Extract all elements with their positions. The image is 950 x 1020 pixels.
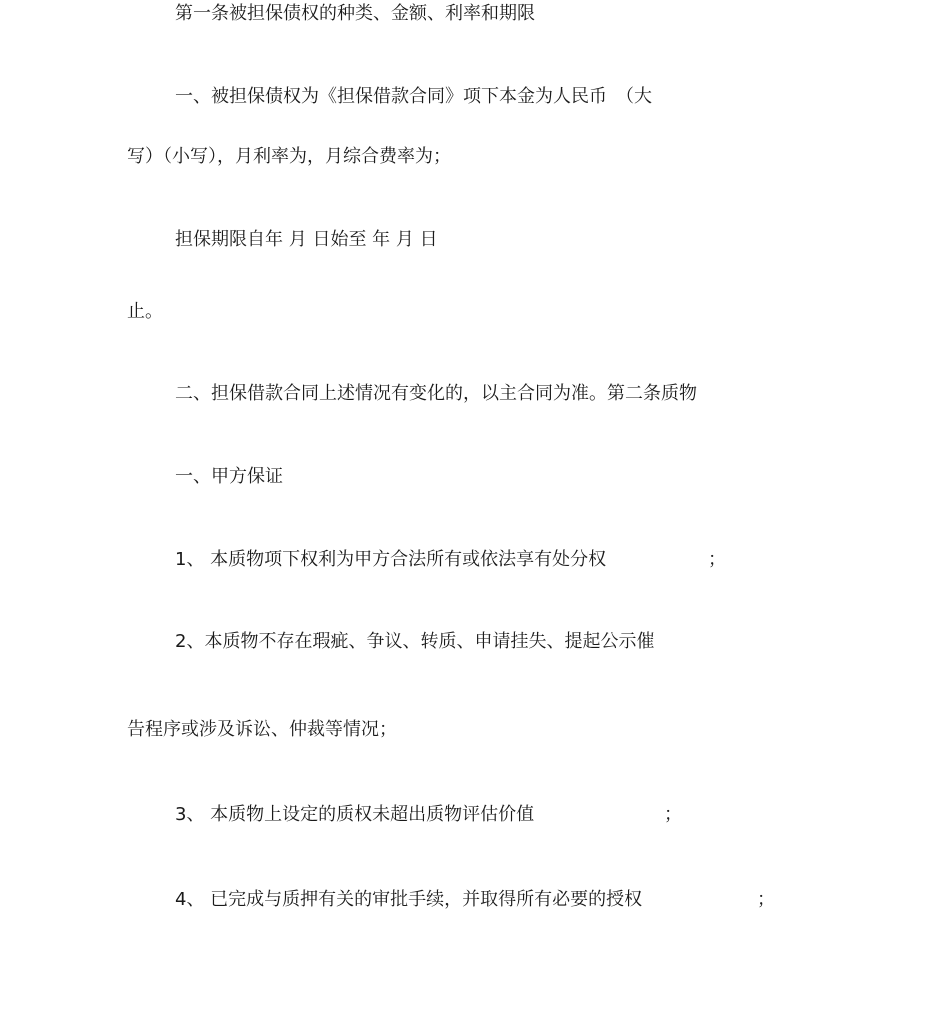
item-4-text: 4、 已完成与质押有关的审批手续，并取得所有必要的授权 <box>175 889 643 910</box>
article-1-heading: 第一条被担保债权的种类、金额、利率和期限 <box>175 3 535 24</box>
item-3-semicolon: ； <box>664 804 682 825</box>
clause-1-line-2: 写）（小写），月利率为，月综合费率为； <box>127 146 451 167</box>
guarantee-period-line-2: 止。 <box>127 301 163 322</box>
item-1-text: 1、 本质物项下权利为甲方合法所有或依法享有处分权 <box>175 549 607 570</box>
item-3-text: 3、 本质物上设定的质权未超出质物评估价值 <box>175 804 535 825</box>
clause-1-line-1: 一、被担保债权为《担保借款合同》项下本金为人民币 （大 <box>175 86 652 107</box>
item-2-line-1: 2、本质物不存在瑕疵、争议、转质、申请挂失、提起公示催 <box>175 631 655 652</box>
guarantee-period-line-1: 担保期限自年 月 日始至 年 月 日 <box>175 229 438 250</box>
item-4-semicolon: ； <box>757 889 775 910</box>
clause-2-line: 二、担保借款合同上述情况有变化的，以主合同为准。第二条质物 <box>175 383 697 404</box>
guarantee-heading: 一、甲方保证 <box>175 466 283 487</box>
item-2-line-2: 告程序或涉及诉讼、仲裁等情况； <box>127 719 397 740</box>
item-1-semicolon: ； <box>708 549 726 570</box>
